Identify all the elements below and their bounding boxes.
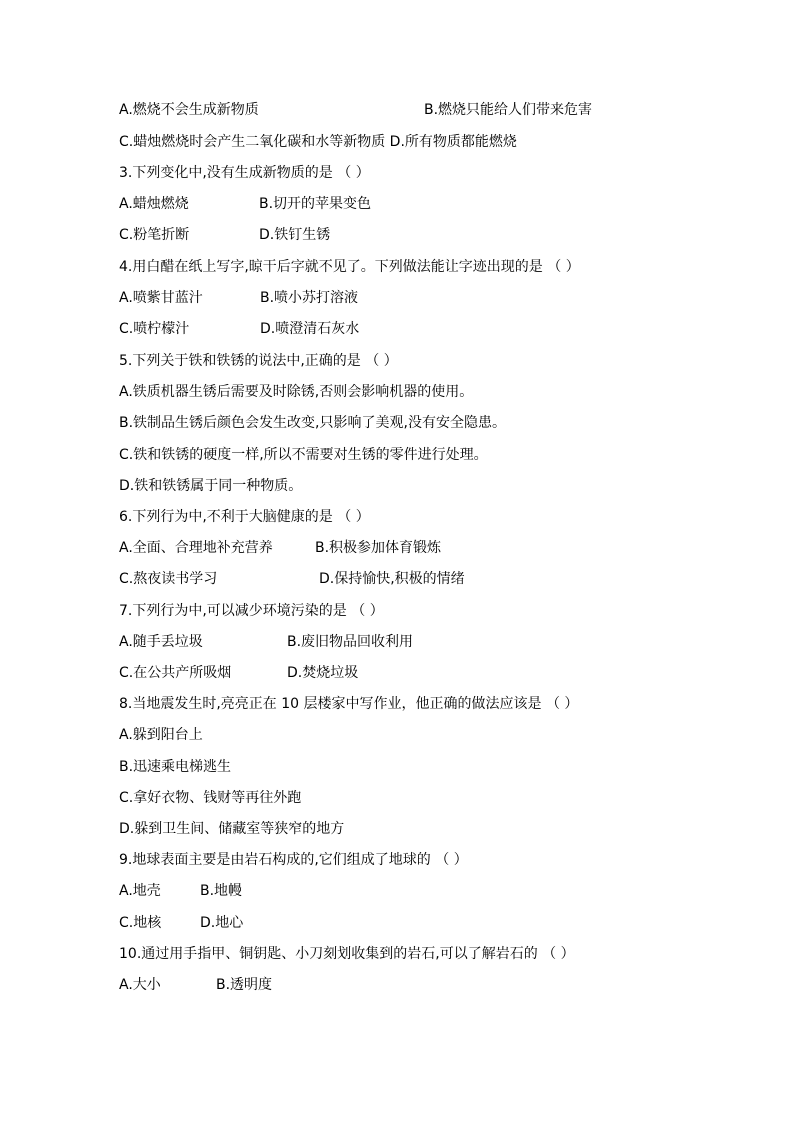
question-text: 3.下列变化中,没有生成新物质的是 （ ）	[119, 165, 370, 181]
question-text: 9.地球表面主要是由岩石构成的,它们组成了地球的 （ ）	[119, 852, 468, 868]
option-c: C.拿好衣物、钱财等再往外跑	[119, 790, 302, 806]
option-d: D.喷澄清石灰水	[260, 321, 360, 337]
option-a: A.蜡烛燃烧	[119, 196, 189, 212]
option-d: D.铁钉生锈	[259, 227, 331, 243]
option-b: B.废旧物品回收利用	[287, 634, 414, 650]
question-text: 10.通过用手指甲、铜钥匙、小刀刻划收集到的岩石,可以了解岩石的 （ ）	[119, 946, 575, 962]
option-a: A.随手丢垃圾	[119, 634, 203, 650]
option-b: B.切开的苹果变色	[259, 196, 372, 212]
option-c: C.铁和铁锈的硬度一样,所以不需要对生锈的零件进行处理。	[119, 447, 488, 463]
option-d: D.铁和铁锈属于同一种物质。	[119, 478, 303, 494]
option-d: D.保持愉快,积极的情绪	[319, 571, 465, 587]
option-a: A.燃烧不会生成新物质	[119, 102, 259, 118]
question-text: 8.当地震发生时,亮亮正在 10 层楼家中写作业，他正确的做法应该是 （ ）	[119, 696, 579, 712]
option-d: D.焚烧垃圾	[287, 665, 359, 681]
option-b: B.燃烧只能给人们带来危害	[424, 102, 593, 118]
option-d: D.地心	[200, 915, 244, 931]
option-a: A.躲到阳台上	[119, 727, 203, 743]
option-b: B.迅速乘电梯逃生	[119, 759, 232, 775]
option-c: C.粉笔折断	[119, 227, 190, 243]
option-b: B.喷小苏打溶液	[260, 290, 359, 306]
option-c: C.在公共产所吸烟	[119, 665, 232, 681]
option-a: A.喷紫甘蓝汁	[119, 290, 203, 306]
question-text: 7.下列行为中,可以减少环境污染的是 （ ）	[119, 603, 384, 619]
option-a: A.全面、合理地补充营养	[119, 540, 273, 556]
option-a: A.铁质机器生锈后需要及时除锈,否则会影响机器的使用。	[119, 384, 474, 400]
question-text: 4.用白醋在纸上写字,晾干后字就不见了。下列做法能让字迹出现的是 （ ）	[119, 259, 580, 275]
option-c: C.地核	[119, 915, 162, 931]
option-d: D.躲到卫生间、储藏室等狭窄的地方	[119, 821, 345, 837]
option-b: B.铁制品生锈后颜色会发生改变,只影响了美观,没有安全隐患。	[119, 415, 506, 431]
option-a: A.地壳	[119, 883, 161, 899]
option-text: C.蜡烛燃烧时会产生二氧化碳和水等新物质 D.所有物质都能燃烧	[119, 134, 517, 150]
option-c: C.熬夜读书学习	[119, 571, 218, 587]
option-b: B.积极参加体育锻炼	[315, 540, 442, 556]
option-b: B.透明度	[216, 977, 273, 993]
option-a: A.大小	[119, 977, 161, 993]
option-c: C.喷柠檬汁	[119, 321, 190, 337]
question-text: 5.下列关于铁和铁锈的说法中,正确的是 （ ）	[119, 353, 398, 369]
option-b: B.地幔	[200, 883, 243, 899]
question-text: 6.下列行为中,不利于大脑健康的是 （ ）	[119, 509, 370, 525]
